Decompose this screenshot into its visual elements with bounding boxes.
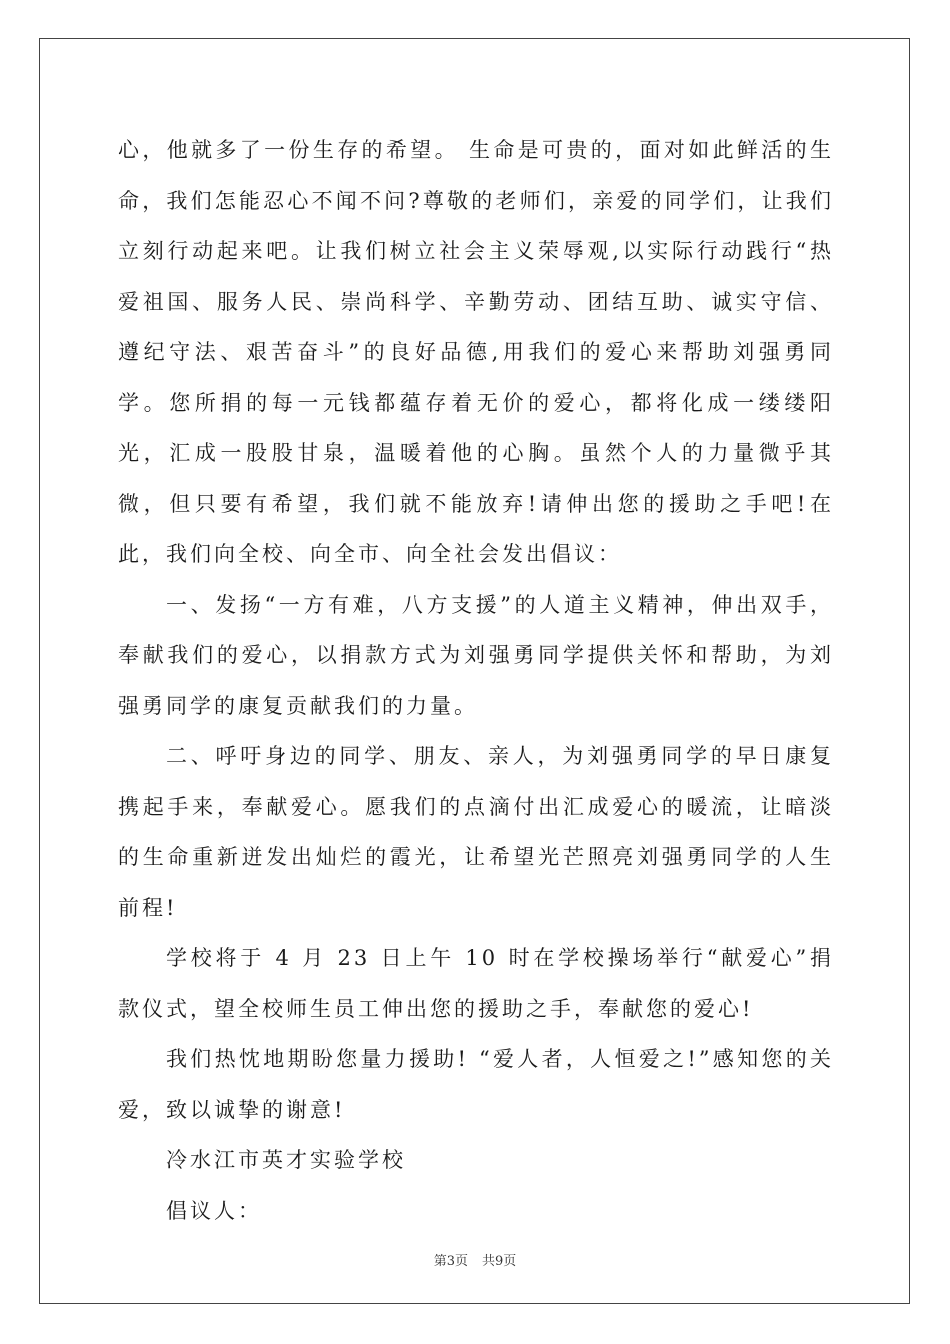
document-body — [118, 125, 834, 1236]
paragraph-intro: 心，他就多了一份生存的希望。 生命是可贵的，面对如此鲜活的生命，我们怎能忍心不闻不问?尊敬的老师们，亲爱的同学们，让我们立刻行动起来吧。让我们树立社会主义荣辱观,以实际行动践行“热爱祖国、服务人民、崇尚科学、辛勤劳动、团结互助、诚实守信、遵纪守法、艰苦奋斗”的良好品德,用我们的爱心来帮助刘强勇同学。您所捐的每一元钱都蕴存着无价的爱心，都将化成一缕缕阳光，汇成一股股甘泉，温暖着他的心胸。虽然个人的力量微乎其微，但只要有希望，我们就不能放弃!请伸出您的援助之手吧!在此，我们向全校、向全市、向全社会发出倡议： — [118, 138, 834, 566]
paragraph-proposal-two: 二、呼吁身边的同学、朋友、亲人，为刘强勇同学的早日康复携起手来，奉献爱心。愿我们的点滴付出汇成爱心的暖流，让暗淡的生命重新迸发出灿烂的霞光，让希望光芒照亮刘强勇同学的人生前程! — [118, 744, 834, 920]
page-total: 共9页 — [482, 1254, 517, 1269]
paragraph-proposal-one: 一、发扬“一方有难，八方支援”的人道主义精神，伸出双手，奉献我们的爱心，以捐款方式为刘强勇同学提供关怀和帮助，为刘强勇同学的康复贡献我们的力量。 — [118, 592, 834, 718]
paragraph-donation-event: 学校将于 4 月 23 日上午 10 时在学校操场举行“献爱心”捐款仪式，望全校师生员工伸出您的援助之手，奉献您的爱心! — [118, 946, 834, 1021]
paragraph-thanks: 我们热忱地期盼您量力援助! “爱人者，人恒爱之!”感知您的关爱，致以诚挚的谢意! — [118, 1047, 834, 1122]
signature-school: 冷水江市英才实验学校 — [166, 1148, 406, 1172]
page-footer — [0, 1250, 950, 1269]
page-number: 第3页 — [433, 1254, 468, 1269]
signature-initiator: 倡议人： — [166, 1198, 262, 1223]
